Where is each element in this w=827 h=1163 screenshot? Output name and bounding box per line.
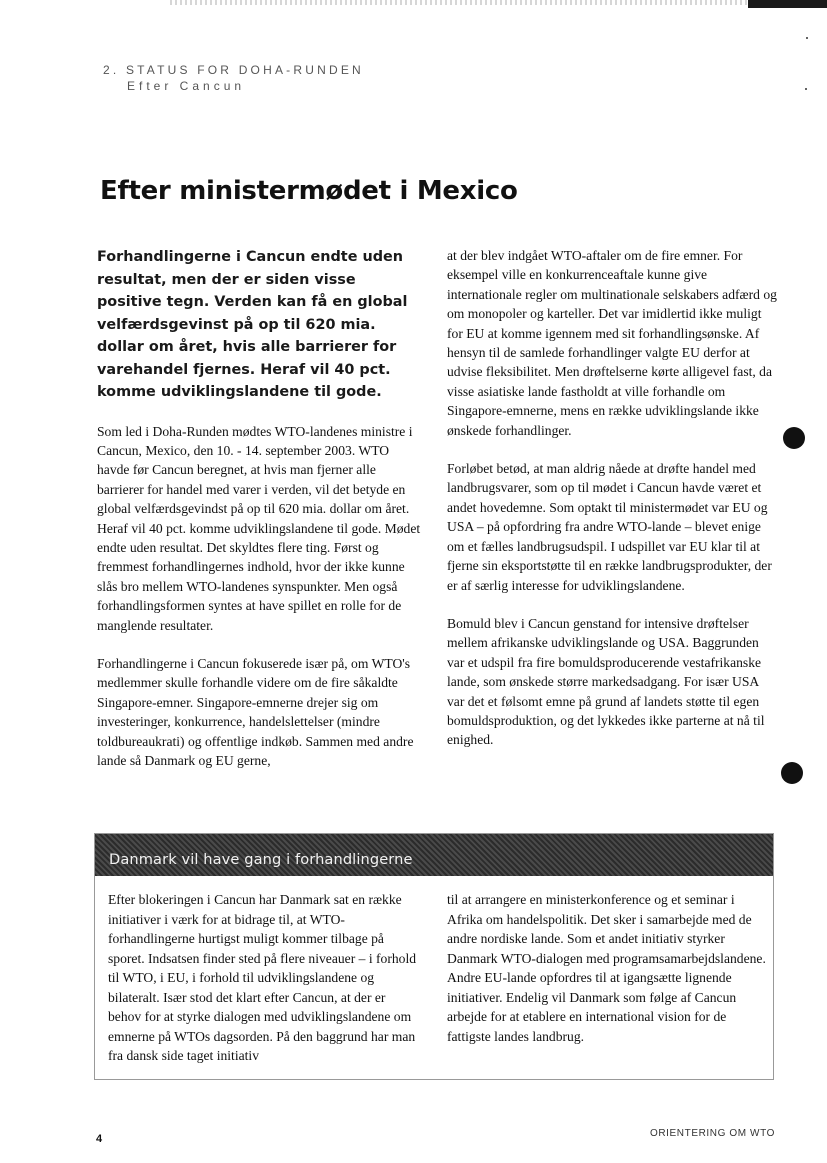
body-paragraph: Bomuld blev i Cancun genstand for intensive drøftelser mellem afrikanske udviklingslande og USA. Baggrunden var et udspil fra fire bomuldsproducerende vestafrikanske lande, som ønskede større markedsadgang. For især USA var det et følsomt emne på grund af landets støtte til egen bomuldsproduktion, og det lykkedes ikke parterne at nå til enighed. [447,615,765,748]
body-paragraph: Forløbet betød, at man aldrig nåede at drøfte handel med landbrugsvarer, som op til mødet i Cancun havde været et andet hovedemne. Som optakt til ministermødet var EU og USA – på opfordring fra andre WTO-lande – blevet enige om et fælles landbrugsudspil. I udspillet var EU klar til at fjerne sin eksportstøtte til en række landbrugsprodukter, der er af særlig interesse for udviklingslandene. [447,461,772,593]
page-number: 4 [96,1133,103,1145]
right-column [447,246,779,769]
binder-hole-marker [783,427,805,449]
subsection-label: Efter Cancun [127,79,246,93]
info-box [94,833,774,1080]
info-box-header [95,834,773,876]
body-paragraph: Forhandlingerne i Cancun fokuserede især på, om WTO's medlemmer skulle forhandle videre om de fire såkaldte Singapore-emner. Singapore-emnerne drejer sig om investeringer, konkurrence, handelslettelser (mindre toldbureaukrati) og offentlige indkøb. Sammen med andre lande så Danmark og EU gerne, [97,655,414,768]
running-footer: ORIENTERING OM WTO [649,1128,775,1139]
lead-paragraph: Forhandlingerne i Cancun endte uden resultat, men der er siden visse positive tegn. Verden kan få en global velfærdsgevinst på op til 620 mia. dollar om året, hvis alle barrierer for varehandel fjernes. Heraf vil 40 pct. komme udviklingslandene til gode. [97,249,408,400]
binder-hole-marker [781,762,803,784]
scan-speck [805,88,807,90]
left-column [97,246,421,789]
section-header [103,62,364,94]
info-box-text-left: Efter blokeringen i Cancun har Danmark sat en række initiativer i værk for at bidrage til, at WTO-forhandlingerne hurtigst muligt kommer tilbage på sporet. Indsatsen finder sted på flere niveauer – i forhold til WTO, i EU, i forhold til udviklingslandene og bilateralt. Især stod det klart efter Cancun, at der er behov for at styrke dialogen med udviklingslandene om emnerne på WTOs dagsorden. På den baggrund har man fra dansk side taget initiativ [108,892,417,1063]
info-box-text-right: til at arrangere en ministerkonference og et seminar i Afrika om handelspolitik. Det sker i samarbejde med de andre nordiske lande. Som et andet initiativ styrker Danmark WTO-dialogen med programsamarbejdslandene. Andre EU-lande opfordres til at igangsætte lignende initiativer. Endelig vil Danmark som følge af Cancun arbejde for at etablere en international vision for de fattigste landes landbrug. [447,892,766,1044]
body-paragraph: at der blev indgået WTO-aftaler om de fire emner. For eksempel ville en konkurrenceaftale kunne give internationale regler om multinationale selskabers adfærd og om monopoler og karteller. Det var imidlertid ikke muligt for EU at komme igennem med sit forhandlingsønske. Af hensyn til de samlede forhandlinger valgte EU derfor at udvise fleksibilitet. Men drøftelserne kørte alligevel fast, da visse asiatiske lande fastholdt at ville forhandle om Singapore-emnerne, mens en række udviklingslande ikke ønskede forhandlinger. [447,248,777,438]
info-box-title: Danmark vil have gang i forhandlingerne [109,851,413,868]
body-paragraph: Som led i Doha-Runden mødtes WTO-landenes ministre i Cancun, Mexico, den 10. - 14. september 2003. WTO havde før Cancun beregnet, at hvis man fjerner alle barrierer for handel med varer i verden, vil det betyde en global velfærdsgevindst på op til 620 mia. dollar om året. Heraf vil 40 pct. komme udviklingslandene til gode. Mødet endte uden resultat. Det skyldtes flere ting. Først og fremmest forhandlingernes indhold, hvor der ikke kunne slås bro mellem WTO-landenes synspunkter. Men også forhandlingsformen syntes at have spillet en rolle for de manglende resultater. [97,423,421,633]
scan-artifact-bar [748,0,827,8]
scan-speck [806,37,808,39]
section-label: 2. STATUS FOR DOHA-RUNDEN [103,63,364,77]
scan-artifact-top [170,0,790,5]
page-title: Efter ministermødet i Mexico [100,176,518,206]
